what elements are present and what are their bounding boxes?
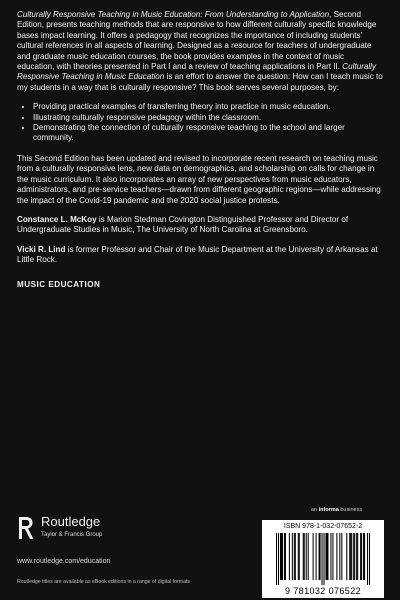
informa-suffix: business (338, 507, 363, 513)
barcode-bar (316, 533, 317, 580)
barcode-bar (294, 533, 295, 580)
barcode-bar (336, 533, 337, 580)
barcode-bar (304, 533, 305, 580)
barcode-bar (308, 533, 309, 580)
author-name: Constance L. McKoy (17, 214, 97, 224)
barcode-bar (351, 533, 352, 580)
publisher-name: Routledge (41, 514, 101, 529)
informa-brand: informa (318, 507, 339, 513)
barcode-bars (276, 533, 370, 585)
informa-prefix: an (311, 507, 319, 513)
subject-category: MUSIC EDUCATION (17, 279, 101, 289)
informa-tagline (311, 507, 362, 513)
barcode-bar (354, 533, 355, 580)
ebook-footnote: Routledge titles are available as eBook editions in a range of digital formats (17, 579, 191, 585)
barcode-bar (369, 533, 370, 585)
author-bio (17, 215, 383, 236)
barcode-bar (319, 533, 320, 580)
publisher-subtitle: Taylor & Francis Group (41, 532, 103, 538)
barcode-bar (332, 533, 333, 580)
barcode-bar (281, 533, 282, 580)
barcode-bar (284, 533, 285, 580)
book-title-italic-2: Culturally Responsive Teaching in Music Education (17, 62, 377, 82)
barcode-bar (327, 533, 328, 580)
publisher-url: www.routledge.com/education (17, 558, 111, 565)
barcode-bar (330, 533, 331, 580)
barcode-bar (322, 533, 323, 585)
author-bio-text: is former Professor and Chair of the Music Department at the University of Arkansas at Little Rock. (17, 244, 378, 265)
purpose-item: • Demonstrating the connection of culturally responsive teaching to the school and larger community. (33, 123, 383, 144)
barcode-bar (320, 533, 321, 580)
book-title-italic: Culturally Responsive Teaching in Music Education: From Understanding to Application (17, 10, 330, 19)
author-name: Vicki R. Lind (17, 244, 66, 254)
barcode-bar (282, 533, 283, 580)
barcode-bar (350, 533, 351, 580)
publisher-footer (0, 505, 400, 600)
author-bio-text: is Marion Stedman Covington Distinguished Professor and Director of Undergraduate Studies in Music, The University of North Carolina at Greensboro. (17, 214, 349, 235)
routledge-logo (17, 513, 167, 545)
barcode-bar (292, 533, 293, 580)
purpose-item: • Providing practical examples of transferring theory into practice in music education. (33, 102, 383, 112)
barcode-bar (276, 533, 277, 585)
routledge-mark-icon (17, 515, 35, 541)
barcode-bar (356, 533, 357, 580)
barcode-bar (349, 533, 350, 580)
barcode-bar (367, 533, 368, 585)
barcode-bar (278, 533, 279, 585)
isbn-label: ISBN 978-1-032-07652-2 (283, 523, 363, 530)
barcode-bar (285, 533, 286, 580)
barcode-bar (313, 533, 314, 580)
barcode-bar (339, 533, 340, 580)
barcode-bar (299, 533, 300, 580)
purpose-item: • Illustrating culturally responsive pedagogy within the classroom. (33, 113, 383, 123)
barcode-bar (346, 533, 347, 580)
intro-paragraph (17, 10, 383, 93)
barcode-bar (364, 533, 365, 580)
barcode-bar (295, 533, 296, 580)
barcode-bar (363, 533, 364, 580)
barcode-bar (306, 533, 307, 580)
purpose-list (17, 102, 383, 144)
barcode-bar (289, 533, 290, 580)
barcode-bar (280, 533, 281, 580)
second-edition-paragraph: This Second Edition has been updated and revised to incorporate recent research on teaching music from a culturally responsive lens, new data on demographics, and scholarship on calls for change in the music curriculum. It also incorporates an array of new perspectives from music educators, administrators, and pre-service teachers—drawn from different geographic regions—while addressing the impact of the Covid-19 pandemic and the 2020 social justice protests. (17, 153, 381, 205)
barcode-bar (303, 533, 304, 580)
barcode-bar (360, 533, 361, 580)
barcode-bar (357, 533, 358, 580)
barcode (262, 520, 384, 598)
barcode-bar (326, 533, 327, 580)
author-bio (17, 245, 383, 266)
intro-text-1: , Second Edition, presents teaching methods that are responsive to how different culturally specific knowledge bases impact learning. It offers a pedagogy that recognizes the importance of including students’ cultural references in all aspects of learning. Designed as a resource for teachers of undergraduate and graduate music education courses, the book provides examples in the context of music education, with theories presented in Part I and a review of teaching applications in Part II. (17, 10, 377, 72)
barcode-bar (361, 533, 362, 580)
barcode-bar (298, 533, 299, 580)
barcode-bar (323, 533, 324, 585)
barcode-bar (341, 533, 342, 580)
barcode-bar (325, 533, 326, 580)
barcode-bar (353, 533, 354, 580)
intro-text-2: is an effort to answer the question: How can I teach music to my students in a way that is culturally responsive? This book serves several purposes, by: (17, 72, 383, 92)
barcode-number: 9 781032 076522 (284, 586, 362, 596)
